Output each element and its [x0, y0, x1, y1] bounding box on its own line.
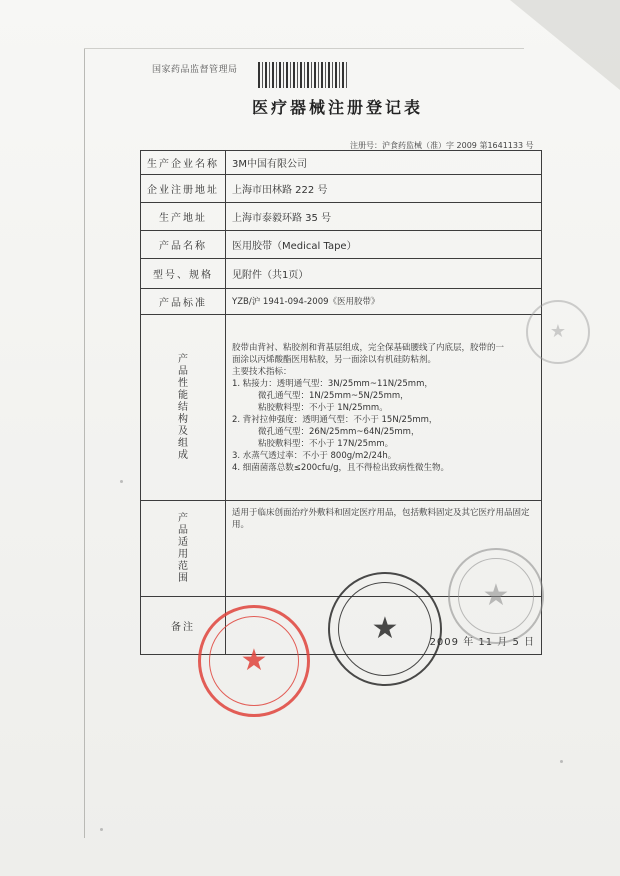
table-row [141, 289, 542, 315]
label-structure: 产品性能结构及组成 [178, 353, 188, 461]
scan-speck [560, 760, 563, 763]
structure-line: 粘胶敷料型：不小于 1N/25mm。 [258, 402, 388, 413]
page-border-left [84, 48, 85, 838]
value-usage: 适用于临床创面治疗外敷料和固定医疗用品，包括敷料固定及其它医疗用品固定用。 [226, 501, 542, 597]
star-icon: ★ [549, 321, 567, 342]
structure-line: 3. 水蒸气透过率：不小于 800g/m2/24h。 [232, 450, 397, 461]
star-icon: ★ [482, 578, 510, 613]
registration-number: 注册号：沪食药监械（准）字 2009 第1641133 号 [350, 141, 534, 150]
table-row [141, 315, 542, 501]
table-row [141, 259, 542, 289]
page-border-top [84, 48, 524, 49]
table-row [141, 175, 542, 203]
table-row [141, 203, 542, 231]
faint-seal-stamp [448, 548, 544, 644]
table-row [141, 151, 542, 175]
structure-line: 微孔通气型：1N/25mm~5N/25mm， [258, 390, 409, 401]
structure-line: 1. 粘接力：透明通气型：3N/25mm~11N/25mm， [232, 378, 433, 389]
value-structure [226, 315, 542, 501]
label-usage: 产品适用范围 [178, 512, 188, 584]
table-row [141, 231, 542, 259]
structure-line: 主要技术指标： [232, 366, 292, 377]
star-icon: ★ [371, 611, 399, 646]
value-prod-address: 上海市泰毅环路 35 号 [226, 203, 542, 231]
header-note: 国家药品监督管理局 [152, 65, 238, 75]
structure-line: 面涂以丙烯酸酯医用粘胶，另一面涂以有机硅防粘剂。 [232, 354, 437, 365]
structure-line: 粘胶敷料型：不小于 17N/25mm。 [258, 438, 394, 449]
structure-line: 4. 细菌菌落总数≤200cfu/g，且不得检出致病性微生物。 [232, 462, 449, 473]
label-product-name: 产品名称 [141, 231, 226, 259]
scan-speck [100, 828, 103, 831]
structure-line: 微孔通气型：26N/25mm~64N/25mm， [258, 426, 420, 437]
page-title: 医疗器械注册登记表 [252, 98, 424, 117]
barcode [258, 62, 348, 88]
value-reg-address: 上海市田林路 222 号 [226, 175, 542, 203]
company-seal-stamp [198, 605, 310, 717]
label-model: 型号、规格 [141, 259, 226, 289]
faint-seal-stamp-small [526, 300, 590, 364]
label-prod-address: 生产地址 [141, 203, 226, 231]
label-manufacturer: 生产企业名称 [141, 151, 226, 175]
label-standard: 产品标准 [141, 289, 226, 315]
value-manufacturer: 3M中国有限公司 [226, 151, 542, 175]
scan-speck [120, 480, 123, 483]
label-remarks: 备注 [141, 597, 226, 655]
structure-line: 2. 背衬拉伸强度：透明通气型：不小于 15N/25mm， [232, 414, 438, 425]
fold-corner [510, 0, 620, 90]
structure-line: 胶带由背衬、粘胶剂和背基层组成，完全保基础腰线了内底层，胶带的一 [232, 342, 505, 353]
label-reg-address: 企业注册地址 [141, 175, 226, 203]
value-model: 见附件（共1页） [226, 259, 542, 289]
official-seal-stamp [328, 572, 442, 686]
star-icon: ★ [240, 643, 268, 678]
value-product-name: 医用胶带（Medical Tape） [226, 231, 542, 259]
value-standard: YZB/沪 1941-094-2009《医用胶带》 [226, 289, 542, 315]
issue-date: 2009 年 11 月 5 日 [429, 637, 535, 648]
